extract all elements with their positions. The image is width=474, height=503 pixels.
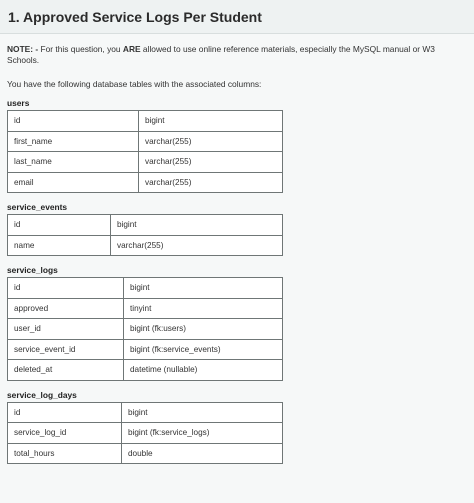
column-type-cell: tinyint: [124, 298, 283, 319]
column-type-cell: datetime (nullable): [124, 360, 283, 381]
column-name-cell: id: [8, 111, 139, 132]
column-type-cell: varchar(255): [111, 235, 283, 256]
table-row: [8, 131, 283, 152]
note-paragraph: [7, 44, 466, 66]
note-emphasis: ARE: [122, 44, 141, 54]
table-name-service-log-days: service_log_days: [7, 389, 77, 400]
table-row: [8, 172, 283, 193]
page-title: 1. Approved Service Logs Per Student: [8, 9, 262, 25]
table-name-service-events: service_events: [7, 202, 68, 212]
column-name-cell: deleted_at: [8, 360, 124, 381]
column-type-cell: bigint: [139, 111, 283, 132]
table-row: [8, 339, 283, 360]
table-row: [8, 402, 283, 423]
column-name-cell: service_event_id: [8, 339, 124, 360]
table-row: [8, 443, 283, 464]
column-type-cell: bigint (fk:service_logs): [122, 423, 283, 444]
column-type-cell: bigint: [124, 278, 283, 299]
table-row: [8, 215, 283, 236]
table-row: [8, 152, 283, 173]
table-row: [8, 423, 283, 444]
table-row: [8, 298, 283, 319]
column-type-cell: bigint: [111, 215, 283, 236]
column-type-cell: varchar(255): [139, 152, 283, 173]
note-text-b: allowed to use online reference materials, especially the MySQL manual or W3 Schools.: [7, 44, 435, 65]
column-type-cell: varchar(255): [139, 131, 283, 152]
service-events-table: [7, 214, 283, 256]
column-type-cell: bigint: [122, 402, 283, 423]
table-row: [8, 360, 283, 381]
table-row: [8, 235, 283, 256]
service-log-days-table: [7, 402, 283, 465]
column-name-cell: first_name: [8, 131, 139, 152]
note-label: NOTE: -: [7, 44, 39, 54]
users-table: [7, 110, 283, 193]
column-name-cell: id: [8, 402, 122, 423]
column-name-cell: id: [8, 215, 111, 236]
table-row: [8, 278, 283, 299]
column-name-cell: total_hours: [8, 443, 122, 464]
column-name-cell: name: [8, 235, 111, 256]
table-name-users: users: [7, 98, 30, 108]
service-logs-table: [7, 277, 283, 381]
column-type-cell: bigint (fk:service_events): [124, 339, 283, 360]
note-text-a: For this question, you: [38, 44, 123, 54]
column-name-cell: service_log_id: [8, 423, 122, 444]
column-name-cell: email: [8, 172, 139, 193]
column-type-cell: double: [122, 443, 283, 464]
column-name-cell: last_name: [8, 152, 139, 173]
column-name-cell: user_id: [8, 319, 124, 340]
question-header: [0, 0, 474, 34]
column-name-cell: approved: [8, 298, 124, 319]
column-name-cell: id: [8, 278, 124, 299]
question-body: [0, 44, 474, 464]
table-row: [8, 111, 283, 132]
column-type-cell: bigint (fk:users): [124, 319, 283, 340]
intro-text: You have the following database tables with the associated columns:: [7, 79, 262, 89]
table-name-service-logs: service_logs: [7, 265, 58, 275]
column-type-cell: varchar(255): [139, 172, 283, 193]
table-row: [8, 319, 283, 340]
